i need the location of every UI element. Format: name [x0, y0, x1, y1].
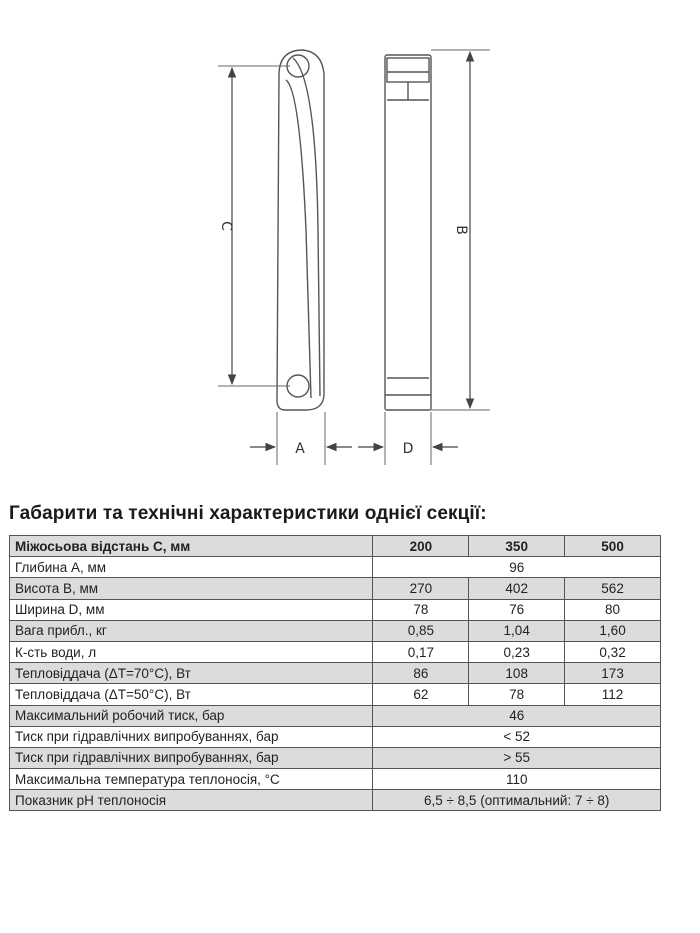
label-c: C [218, 221, 234, 231]
column-header: 350 [469, 536, 565, 557]
top-connection-hole [287, 55, 309, 77]
row-value: 0,85 [373, 620, 469, 641]
label-b: B [453, 225, 469, 235]
table-row [10, 747, 661, 768]
row-value: 76 [469, 599, 565, 620]
row-value: 402 [469, 578, 565, 599]
row-value: 1,60 [565, 620, 661, 641]
row-label: К-сть води, л [10, 641, 373, 662]
row-label: Тиск при гідравлічних випробуваннях, бар [10, 726, 373, 747]
table-row [10, 684, 661, 705]
row-value: 1,04 [469, 620, 565, 641]
row-label: Глибина А, мм [10, 557, 373, 578]
row-label: Тепловіддача (ΔT=50°C), Вт [10, 684, 373, 705]
row-value: 0,32 [565, 641, 661, 662]
section-title: Габарити та технічні характеристики однієї секції: [9, 503, 487, 524]
table-row [10, 769, 661, 790]
table-row [10, 620, 661, 641]
column-header: 500 [565, 536, 661, 557]
table-row [10, 726, 661, 747]
label-a: A [295, 441, 305, 457]
table-row [10, 663, 661, 684]
table-row [10, 578, 661, 599]
table-row [10, 599, 661, 620]
row-label: Максимальний робочий тиск, бар [10, 705, 373, 726]
table-row [10, 705, 661, 726]
row-value: 112 [565, 684, 661, 705]
row-label: Ширина D, мм [10, 599, 373, 620]
column-header: 200 [373, 536, 469, 557]
row-value: 270 [373, 578, 469, 599]
row-value: > 55 [373, 747, 661, 768]
label-d: D [402, 441, 414, 457]
row-value: 0,17 [373, 641, 469, 662]
row-value: 62 [373, 684, 469, 705]
row-value: 86 [373, 663, 469, 684]
row-label: Вага прибл., кг [10, 620, 373, 641]
bottom-connection-hole [287, 375, 309, 397]
row-value: 96 [373, 557, 661, 578]
row-value: 78 [469, 684, 565, 705]
row-label: Висота В, мм [10, 578, 373, 599]
row-value: 562 [565, 578, 661, 599]
row-label: Міжосьова відстань С, мм [10, 536, 373, 557]
table-row [10, 641, 661, 662]
row-value: 0,23 [469, 641, 565, 662]
row-value: 46 [373, 705, 661, 726]
row-value: 80 [565, 599, 661, 620]
row-value: 173 [565, 663, 661, 684]
row-label: Тепловіддача (ΔT=70°C), Вт [10, 663, 373, 684]
row-value: 108 [469, 663, 565, 684]
table-header-row [10, 536, 661, 557]
specifications-table [9, 535, 661, 811]
table-row [10, 790, 661, 811]
row-value: < 52 [373, 726, 661, 747]
row-value: 6,5 ÷ 8,5 (оптимальний: 7 ÷ 8) [373, 790, 661, 811]
row-label: Тиск при гідравлічних випробуваннях, бар [10, 747, 373, 768]
row-value: 78 [373, 599, 469, 620]
row-label: Максимальна температура теплоносія, °C [10, 769, 373, 790]
table-row [10, 557, 661, 578]
front-view-outline [385, 55, 431, 410]
row-label: Показник рН теплоносія [10, 790, 373, 811]
side-view-outline [277, 50, 324, 410]
row-value: 110 [373, 769, 661, 790]
